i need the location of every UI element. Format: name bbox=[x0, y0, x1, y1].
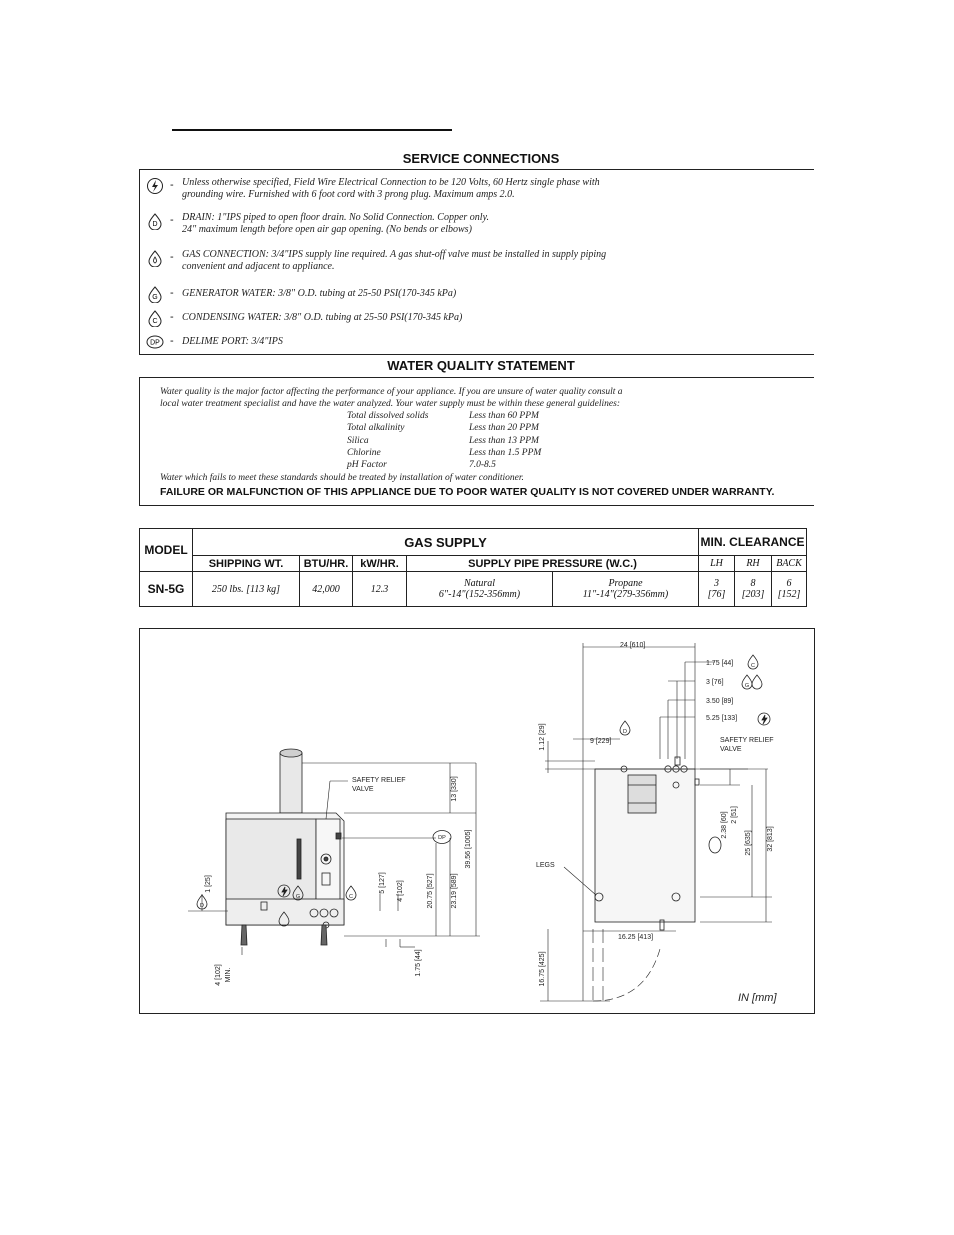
back-mm: [152] bbox=[777, 589, 801, 600]
cell-model: SN-5G bbox=[140, 572, 193, 607]
dash: - bbox=[170, 214, 174, 226]
svg-text:D: D bbox=[623, 729, 627, 735]
base bbox=[226, 899, 344, 925]
leg-right bbox=[321, 925, 327, 945]
svg-text:G: G bbox=[295, 894, 301, 900]
drawing-svg bbox=[140, 629, 814, 1013]
svg-text:DP: DP bbox=[438, 835, 446, 841]
item-text: 24" maximum length before open air gap opening. (No bends or elbows) bbox=[182, 224, 472, 235]
dim-1-75-top: 1.75 [44] bbox=[706, 660, 734, 667]
flue-stack bbox=[280, 753, 302, 813]
dim-25: 25 [635] bbox=[745, 830, 752, 856]
svg-text:C: C bbox=[152, 318, 158, 325]
natural-label: Natural bbox=[463, 578, 496, 589]
dim-20-75: 20.75 [527] bbox=[427, 873, 434, 909]
service-connections-box bbox=[139, 169, 814, 355]
min-label: MIN. bbox=[225, 967, 232, 983]
cell-natural bbox=[407, 572, 553, 607]
propane-label: Propane bbox=[608, 578, 643, 589]
cell-rh bbox=[735, 572, 772, 607]
item-text: DELIME PORT: 3/4"IPS bbox=[182, 336, 283, 347]
front-valve-label: VALVE bbox=[352, 786, 374, 793]
header-min-clearance: MIN. CLEARANCE bbox=[699, 529, 807, 556]
units-label: IN [mm] bbox=[738, 992, 777, 1004]
param-label: Silica bbox=[347, 435, 369, 446]
svg-text:D: D bbox=[152, 221, 158, 228]
top-view-flue bbox=[628, 775, 656, 813]
lh-mm: [76] bbox=[707, 589, 726, 600]
propane-value: 11"-14"(279-356mm) bbox=[582, 589, 669, 600]
param-label: pH Factor bbox=[347, 460, 387, 471]
dim-13: 13 [330] bbox=[451, 776, 458, 802]
rh-in: 8 bbox=[750, 578, 756, 589]
param-limit: Less than 13 PPM bbox=[469, 435, 539, 446]
dimension-drawing bbox=[139, 628, 815, 1014]
header-model: MODEL bbox=[140, 529, 193, 572]
cell-lh bbox=[699, 572, 735, 607]
header-rh: RH bbox=[735, 556, 772, 572]
delime-port-icon bbox=[146, 333, 164, 351]
item-text: convenient and adjacent to appliance. bbox=[182, 261, 335, 272]
svg-text:DP: DP bbox=[150, 339, 160, 347]
param-label: Chlorine bbox=[347, 447, 381, 458]
dim-4-min: 4 [102] bbox=[215, 964, 222, 986]
item-text: GAS CONNECTION: 3/4"IPS supply line required. A gas shut-off valve must be installed in supply piping bbox=[182, 249, 607, 260]
top-safety-relief bbox=[675, 757, 680, 765]
header-pressure: SUPPLY PIPE PRESSURE (W.C.) bbox=[407, 556, 699, 572]
dash: - bbox=[170, 287, 174, 299]
dash: - bbox=[170, 311, 174, 323]
header-lh: LH bbox=[699, 556, 735, 572]
legs-label: LEGS bbox=[536, 862, 555, 869]
top-delime-port-icon bbox=[709, 837, 721, 853]
door-handle bbox=[297, 839, 301, 879]
header-gas-supply: GAS SUPPLY bbox=[193, 529, 699, 556]
item-text: CONDENSING WATER: 3/8" O.D. tubing at 25-50 PSI(170-345 kPa) bbox=[182, 312, 463, 323]
service-connections-title: SERVICE CONNECTIONS bbox=[402, 151, 560, 166]
warranty-warning: FAILURE OR MALFUNCTION OF THIS APPLIANCE DUE TO POOR WATER QUALITY IS NOT COVERED UNDER WARRANTY. bbox=[160, 486, 775, 498]
top-safety-relief-label: SAFETY RELIEF bbox=[720, 737, 774, 744]
dash: - bbox=[170, 179, 174, 191]
leg-left bbox=[241, 925, 247, 945]
dim-5-25: 5.25 [133] bbox=[706, 715, 738, 722]
dim-23-19: 23.19 [589] bbox=[451, 873, 458, 909]
param-label: Total alkalinity bbox=[347, 423, 405, 434]
gas-icon bbox=[146, 249, 164, 267]
param-limit: Less than 1.5 PPM bbox=[469, 447, 542, 458]
svg-text:G: G bbox=[744, 683, 750, 689]
dim-9: 9 [229] bbox=[590, 738, 612, 745]
dim-1-75: 1.75 [44] bbox=[415, 949, 422, 977]
water-quality-box bbox=[139, 377, 814, 506]
dim-2-38: 2.38 [60] bbox=[721, 811, 728, 839]
water-quality-intro: Water quality is the major factor affecting the performance of your appliance. If you are unsure of water quality consult a bbox=[160, 387, 623, 397]
header-btu: BTU/HR. bbox=[300, 556, 353, 572]
dim-5: 5 [127] bbox=[379, 872, 386, 894]
param-label: Total dissolved solids bbox=[347, 411, 429, 421]
dim-32: 32 [813] bbox=[767, 826, 774, 852]
top-dp bbox=[695, 779, 699, 785]
spec-table bbox=[139, 528, 807, 607]
header-kw: kW/HR. bbox=[353, 556, 407, 572]
dim-16-25: 16.25 [413] bbox=[618, 934, 654, 941]
water-quality-guidelines bbox=[347, 410, 647, 471]
top-valve-label: VALVE bbox=[720, 746, 742, 753]
item-text: Unless otherwise specified, Field Wire Electrical Connection to be 120 Volts, 60 Hertz single phase with bbox=[182, 177, 600, 188]
rh-mm: [203] bbox=[741, 589, 765, 600]
param-limit: Less than 20 PPM bbox=[469, 423, 539, 434]
cell-shipping: 250 lbs. [113 kg] bbox=[193, 572, 300, 607]
dim-24: 24 [610] bbox=[620, 642, 646, 649]
param-limit: 7.0-8.5 bbox=[469, 460, 496, 471]
condensing-water-icon bbox=[146, 309, 164, 327]
water-quality-intro: local water treatment specialist and have the water analyzed. Your water supply must be within these general guidelines: bbox=[160, 399, 620, 409]
drain-icon bbox=[146, 212, 164, 230]
water-quality-footnote: Water which fails to meet these standards should be treated by installation of water conditioner. bbox=[160, 473, 524, 483]
header-shipping: SHIPPING WT. bbox=[193, 556, 300, 572]
dash: - bbox=[170, 251, 174, 263]
dp-fitting bbox=[336, 833, 341, 839]
cell-kw: 12.3 bbox=[353, 572, 407, 607]
dim-16-75: 16.75 [425] bbox=[539, 951, 546, 987]
dim-3-50: 3.50 [89] bbox=[706, 698, 734, 705]
dim-4: 4 [102] bbox=[397, 880, 404, 902]
dim-3: 3 [76] bbox=[706, 679, 724, 686]
cell-btu: 42,000 bbox=[300, 572, 353, 607]
cell-propane bbox=[553, 572, 699, 607]
lh-in: 3 bbox=[714, 578, 719, 589]
generator-water-icon bbox=[146, 285, 164, 303]
svg-text:C: C bbox=[751, 663, 755, 669]
natural-value: 6"-14"(152-356mm) bbox=[438, 589, 521, 600]
flue-cap bbox=[280, 749, 302, 757]
dash: - bbox=[170, 335, 174, 347]
item-text: DRAIN: 1"IPS piped to open floor drain. No Solid Connection. Copper only. bbox=[182, 212, 489, 223]
electrical-icon bbox=[146, 177, 164, 195]
header-back: BACK bbox=[772, 556, 807, 572]
top-gas-icon bbox=[752, 675, 762, 689]
header-rule bbox=[172, 129, 452, 131]
dim-1-12: 1.12 [29] bbox=[539, 723, 546, 751]
param-limit: Less than 60 PPM bbox=[469, 411, 539, 421]
front-safety-relief-label: SAFETY RELIEF bbox=[352, 777, 406, 784]
dim-2: 2 [51] bbox=[731, 806, 738, 824]
item-text: grounding wire. Furnished with 6 foot cord with 3 prong plug. Maximum amps 2.0. bbox=[182, 189, 515, 200]
back-in: 6 bbox=[786, 578, 792, 589]
svg-text:D: D bbox=[200, 903, 204, 909]
water-quality-title: WATER QUALITY STATEMENT bbox=[387, 358, 575, 373]
cell-back bbox=[772, 572, 807, 607]
item-text: GENERATOR WATER: 3/8" O.D. tubing at 25-50 PSI(170-345 kPa) bbox=[182, 288, 457, 299]
dim-39-56: 39.56 [1005] bbox=[465, 829, 472, 869]
dim-1: 1 [25] bbox=[205, 875, 212, 893]
svg-text:C: C bbox=[349, 894, 353, 900]
svg-text:G: G bbox=[152, 294, 158, 301]
